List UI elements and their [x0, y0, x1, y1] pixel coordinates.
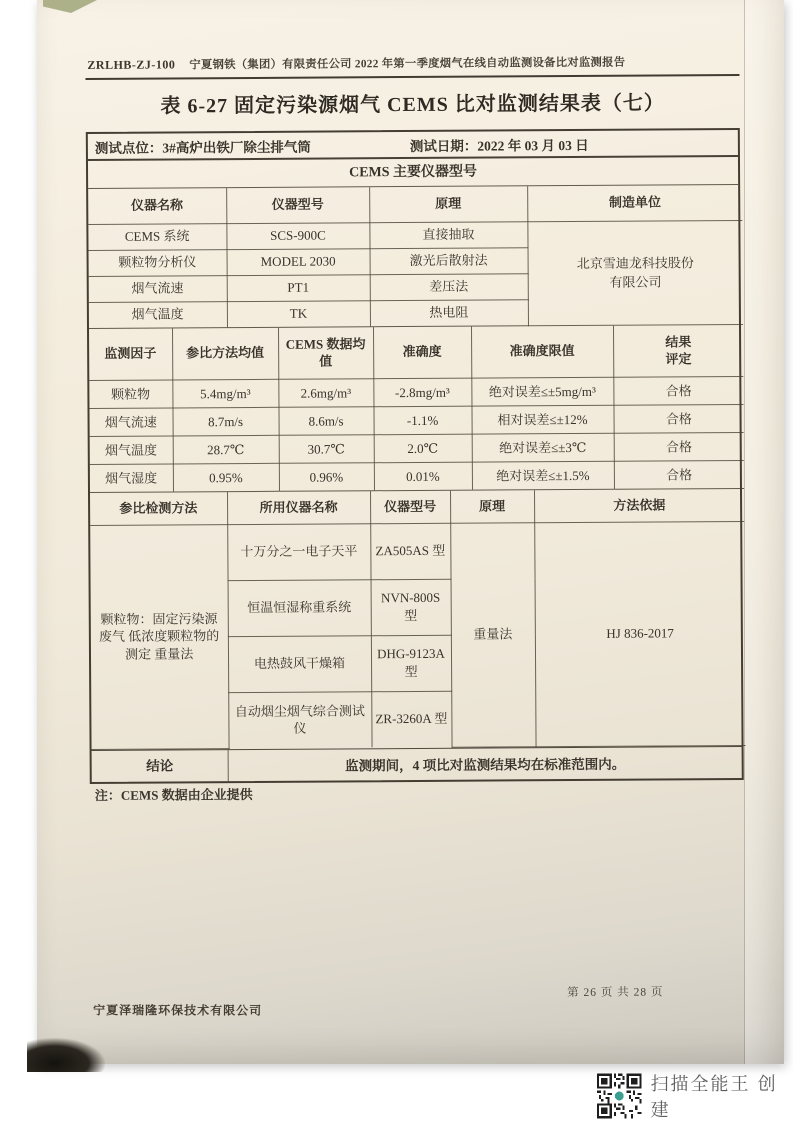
col-manufacturer: 制造单位	[527, 185, 742, 221]
accuracy: -2.8mg/m³	[373, 378, 471, 407]
scanned-page	[37, 0, 784, 1064]
used-instrument: 十万分之一电子天平	[227, 523, 370, 580]
cems-mean: 8.6m/s	[278, 407, 373, 436]
used-instrument: 恒温恒湿称重系统	[228, 579, 371, 636]
instrument-principle: 差压法	[370, 273, 528, 300]
factor: 烟气流速	[89, 408, 172, 437]
col-accuracy: 准确度	[373, 326, 471, 379]
result: 合格	[614, 460, 744, 489]
col-accuracy-limit: 准确度限值	[471, 325, 613, 378]
col-result	[613, 324, 743, 377]
table-row	[88, 220, 742, 250]
col-result-label: 结果评定	[665, 333, 692, 367]
col-method-principle: 原理	[450, 490, 534, 523]
instrument-principle: 热电阻	[370, 299, 528, 326]
manufacturer-name: 北京雪迪龙科技股份有限公司	[576, 254, 694, 290]
factor: 颗粒物	[89, 380, 172, 409]
test-info-row	[88, 130, 738, 161]
used-model: DHG-9123A 型	[371, 635, 451, 691]
used-instrument: 电热鼓风干燥箱	[228, 635, 371, 692]
comparison-results-table	[89, 324, 744, 492]
instrument-name: 颗粒物分析仪	[89, 249, 227, 276]
instrument-model: SCS-900C	[226, 222, 369, 249]
col-factor: 监测因子	[89, 328, 172, 381]
method-header-row	[90, 489, 744, 525]
instrument-model: MODEL 2030	[227, 248, 370, 275]
report-header-title: 宁夏钢铁（集团）有限责任公司 2022 年第一季度烟气在线自动监测设备比对监测报告	[189, 56, 626, 72]
used-model: ZA505AS 型	[370, 523, 450, 579]
instrument-name: CEMS 系统	[88, 223, 226, 250]
instrument-name: 烟气流速	[89, 275, 227, 302]
table-row	[90, 521, 744, 581]
col-instrument-name: 仪器名称	[88, 188, 226, 224]
cems-comparison-table	[86, 128, 744, 783]
qr-code-icon	[597, 1073, 642, 1119]
col-principle: 原理	[369, 186, 527, 222]
table-row	[89, 404, 743, 436]
cems-mean: 2.6mg/m³	[278, 379, 373, 408]
page-content	[37, 0, 790, 1066]
result: 合格	[614, 432, 744, 461]
used-instrument: 自动烟尘烟气综合测试仪	[228, 691, 371, 748]
footer-company-name: 宁夏泽瑞隆环保技术有限公司	[93, 1003, 263, 1018]
reference-method-table	[90, 489, 746, 749]
table-note: 注：CEMS 数据由企业提供	[94, 786, 253, 803]
instrument-principle: 直接抽取	[369, 221, 527, 248]
reference-mean: 8.7m/s	[172, 407, 278, 436]
conclusion-label: 结论	[92, 750, 229, 782]
manufacturer-cell	[527, 220, 743, 325]
instrument-model: PT1	[227, 274, 370, 301]
accuracy: 0.01%	[374, 462, 472, 491]
table-row	[89, 376, 743, 408]
col-instrument-model: 仪器型号	[226, 187, 369, 223]
instruments-table	[88, 185, 743, 328]
camscanner-watermark	[597, 1070, 793, 1122]
comparison-header-row	[89, 324, 743, 380]
table-row	[90, 460, 744, 492]
col-used-instrument: 所用仪器名称	[227, 491, 370, 524]
instrument-model: TK	[227, 300, 370, 327]
instrument-principle: 激光后散射法	[370, 247, 528, 274]
reference-mean: 0.95%	[173, 463, 279, 492]
col-reference-mean: 参比方法均值	[172, 327, 278, 380]
result: 合格	[613, 376, 743, 405]
method-principle: 重量法	[450, 522, 535, 747]
used-model: ZR-3260A 型	[371, 691, 451, 747]
reference-mean: 5.4mg/m³	[172, 379, 278, 408]
page-number: 第 26 页 共 28 页	[567, 986, 664, 1000]
instrument-name: 烟气温度	[89, 301, 227, 328]
conclusion-row	[92, 745, 742, 781]
instruments-header-row	[88, 185, 742, 224]
document-code: ZRLHB-ZJ-100	[87, 57, 176, 72]
cems-mean: 30.7℃	[279, 435, 374, 464]
col-cems-mean: CEMS 数据均值	[278, 327, 373, 380]
accuracy-limit: 绝对误差≤±5mg/m³	[471, 377, 613, 406]
col-reference-method: 参比检测方法	[90, 492, 227, 525]
accuracy-limit: 绝对误差≤±1.5%	[472, 461, 614, 490]
table-title: 表 6-27 固定污染源烟气 CEMS 比对监测结果表（七）	[160, 92, 665, 118]
accuracy-limit: 绝对误差≤±3℃	[472, 433, 614, 462]
used-model: NVN-800S 型	[371, 579, 451, 635]
accuracy: -1.1%	[373, 406, 471, 435]
reference-mean: 28.7℃	[173, 435, 279, 464]
conclusion-text: 监测期间，4 项比对监测结果均在标准范围内。	[345, 756, 626, 774]
method-basis: HJ 836-2017	[534, 521, 745, 746]
reference-method-description: 颗粒物：固定污染源废气 低浓度颗粒物的测定 重量法	[90, 524, 228, 749]
section-title-cems-instruments: CEMS 主要仪器型号	[88, 157, 738, 189]
header-rule	[85, 74, 739, 80]
factor: 烟气温度	[90, 436, 173, 465]
col-method-basis: 方法依据	[534, 489, 744, 522]
accuracy: 2.0℃	[374, 434, 472, 463]
table-row	[90, 432, 744, 464]
camscanner-label: 扫描全能王 创建	[650, 1074, 778, 1120]
accuracy-limit: 相对误差≤±12%	[471, 405, 613, 434]
scanner-bed-shadow	[27, 1038, 105, 1072]
cems-mean: 0.96%	[279, 463, 374, 492]
test-point: 测试点位：3#高炉出铁厂除尘排气筒	[94, 139, 311, 156]
test-date: 测试日期：2022 年 03 月 03 日	[409, 137, 589, 154]
col-used-model: 仪器型号	[370, 491, 450, 523]
result: 合格	[613, 404, 743, 433]
factor: 烟气湿度	[90, 464, 173, 493]
